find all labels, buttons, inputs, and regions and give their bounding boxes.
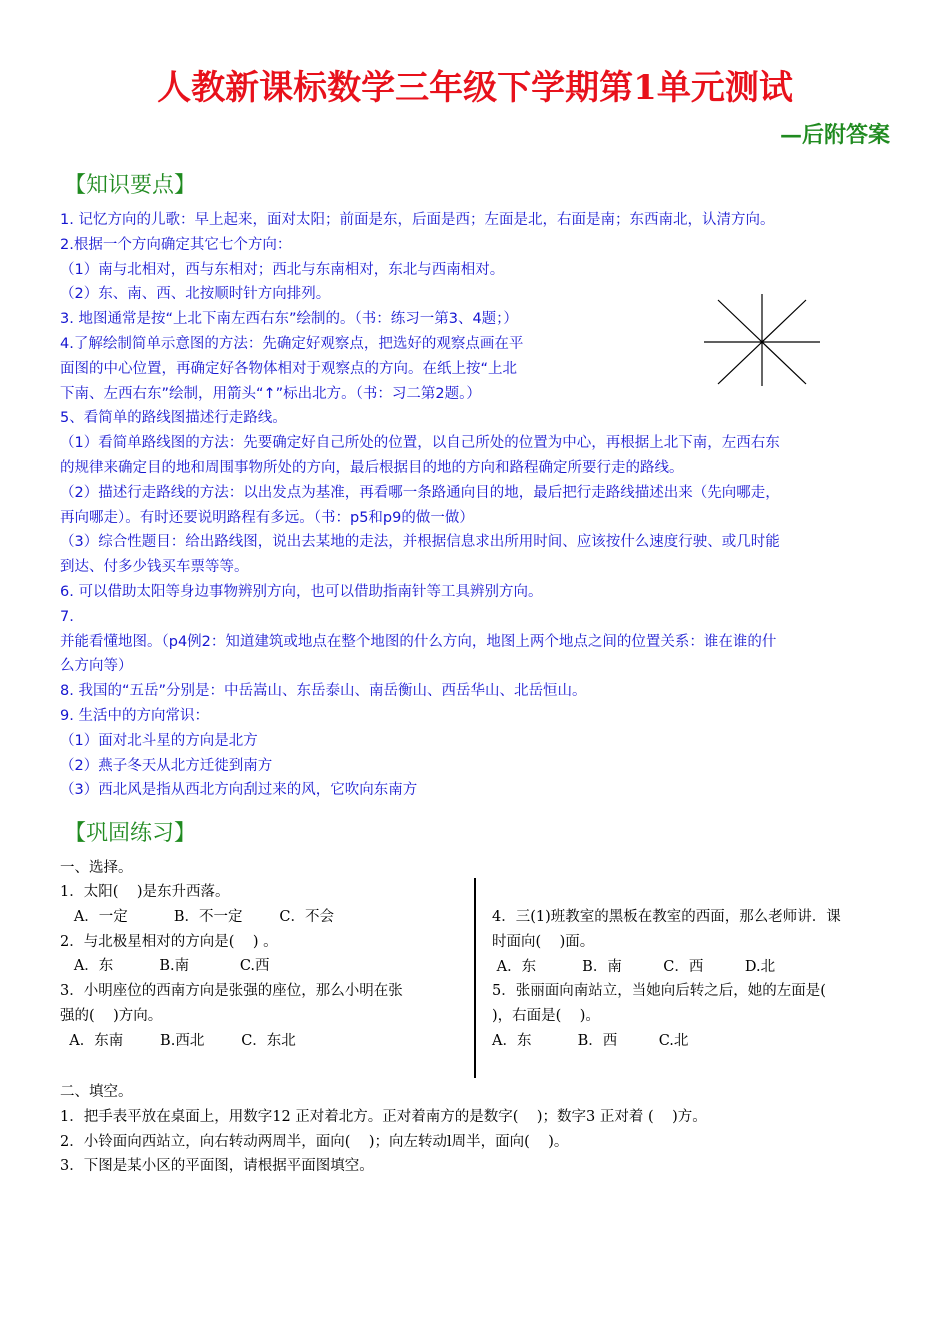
choice-line: 5．张丽面向南站立，当她向后转之后，她的左面是( xyxy=(492,983,826,1000)
fill-line: 3．下图是某小区的平面图，请根据平面图填空。 xyxy=(60,1158,374,1175)
knowledge-line: 3. 地图通常是按“上北下南左西右东”绘制的。（书：练习一第3、4题；） xyxy=(60,311,518,328)
fill-section xyxy=(60,1080,920,1179)
choice-line: 3．小明座位的西南方向是张强的座位，那么小明在张 xyxy=(60,983,403,1000)
choice-line: A．东 B．南 C．西 D.北 xyxy=(492,958,776,975)
section-heading-knowledge: 【知识要点】 xyxy=(64,173,197,198)
knowledge-line: 1. 记忆方向的儿歌：早上起来，面对太阳；前面是东，后面是西；左面是北，右面是南；东西南北，认清方向。 xyxy=(60,212,775,228)
knowledge-line: 下南、左西右东”绘制，用箭头“↑”标出北方。（书：习二第2题。） xyxy=(60,385,481,402)
knowledge-line: 么方向等） xyxy=(60,658,133,675)
choice-line: )，右面是( )。 xyxy=(492,1008,600,1025)
knowledge-line: 8. 我国的“五岳”分别是：中岳嵩山、东岳泰山、南岳衡山、西岳华山、北岳恒山。 xyxy=(60,683,587,700)
page-title: 人教新课标数学三年级下学期第1单元测试 xyxy=(157,68,793,108)
choice-heading: 一、选择。 xyxy=(60,860,133,876)
fill-line: 2．小铃面向西站立，向右转动两周半，面向( )；向左转动l周半，面向( )。 xyxy=(60,1133,569,1150)
knowledge-line: 再向哪走）。有时还要说明路程有多远。（书：p5和p9的做一做） xyxy=(60,509,474,526)
eight-direction-star-figure xyxy=(700,292,824,388)
knowledge-line: （2）燕子冬天从北方迁徙到南方 xyxy=(60,757,273,774)
knowledge-line: （1）面对北斗星的方向是北方 xyxy=(60,732,258,749)
section-heading-practice: 【巩固练习】 xyxy=(64,821,197,846)
choice-line: 时面向( )面。 xyxy=(492,933,595,950)
knowledge-line: （3）西北风是指从西北方向刮过来的风，它吹向东南方 xyxy=(60,782,418,799)
knowledge-line: 面图的中心位置，再确定好各物体相对于观察点的方向。在纸上按“上北 xyxy=(60,360,518,377)
knowledge-line: 4.了解绘制简单示意图的方法：先确定好观察点，把选好的观察点画在平 xyxy=(60,335,524,352)
knowledge-line: 到达、付多少钱买车票等等。 xyxy=(60,559,249,576)
choice-line: A．东南 B.西北 C．东北 xyxy=(60,1032,296,1049)
knowledge-line: （1）看简单路线图的方法：先要确定好自己所处的位置，以自己所处的位置为中心，再根据上北下南，左西右东 xyxy=(60,435,780,452)
choice-line: A．东 B.南 C.西 xyxy=(60,958,270,975)
knowledge-line: 7. xyxy=(60,608,74,625)
fill-line: 1．把手表平放在桌面上，用数字12 正对着北方。正对着南方的是数字( )；数字3 正对着 ( )方。 xyxy=(60,1108,707,1125)
knowledge-line: （1）南与北相对，西与东相对；西北与东南相对，东北与西南相对。 xyxy=(60,261,505,278)
knowledge-line: （3）综合性题目：给出路线图，说出去某地的走法，并根据信息求出所用时间、应该按什么速度行驶、或几时能 xyxy=(60,534,780,551)
knowledge-line: 5、看简单的路线图描述行走路线。 xyxy=(60,410,287,427)
knowledge-line: 9. 生活中的方向常识： xyxy=(60,707,209,724)
column-divider xyxy=(474,878,476,1078)
page-subtitle: —后附答案 xyxy=(779,122,890,148)
choice-line: 2．与北极星相对的方向是( ) 。 xyxy=(60,933,278,950)
knowledge-line: 并能看懂地图。（p4例2：知道建筑或地点在整个地图的什么方向，地图上两个地点之间的位置关系：谁在谁的什 xyxy=(60,633,777,650)
knowledge-line: 6. 可以借助太阳等身边事物辨别方向，也可以借助指南针等工具辨别方向。 xyxy=(60,583,543,600)
knowledge-line: 2.根据一个方向确定其它七个方向： xyxy=(60,236,292,253)
knowledge-line: （2）东、南、西、北按顺时针方向排列。 xyxy=(60,286,331,303)
choice-line: 4．三(1)班教室的黑板在教室的西面，那么老师讲．课 xyxy=(492,909,841,925)
choice-line: A．一定 B．不一定 C．不会 xyxy=(60,908,335,925)
fill-heading: 二、填空。 xyxy=(60,1084,133,1100)
choice-right-column xyxy=(492,905,892,1054)
knowledge-line: （2）描述行走路线的方法：以出发点为基准，再看哪一条路通向目的地，最后把行走路线描述出来（先向哪走， xyxy=(60,484,780,501)
choice-line: A．东 B．西 C.北 xyxy=(492,1032,689,1049)
knowledge-line: 的规律来确定目的地和周围事物所处的方向，最后根据目的地的方向和路程确定所要行走的路线。 xyxy=(60,459,684,476)
choice-line: 1．太阳( )是东升西落。 xyxy=(60,884,230,900)
choice-left-column xyxy=(60,880,460,1054)
choice-line: 强的( )方向。 xyxy=(60,1007,163,1024)
